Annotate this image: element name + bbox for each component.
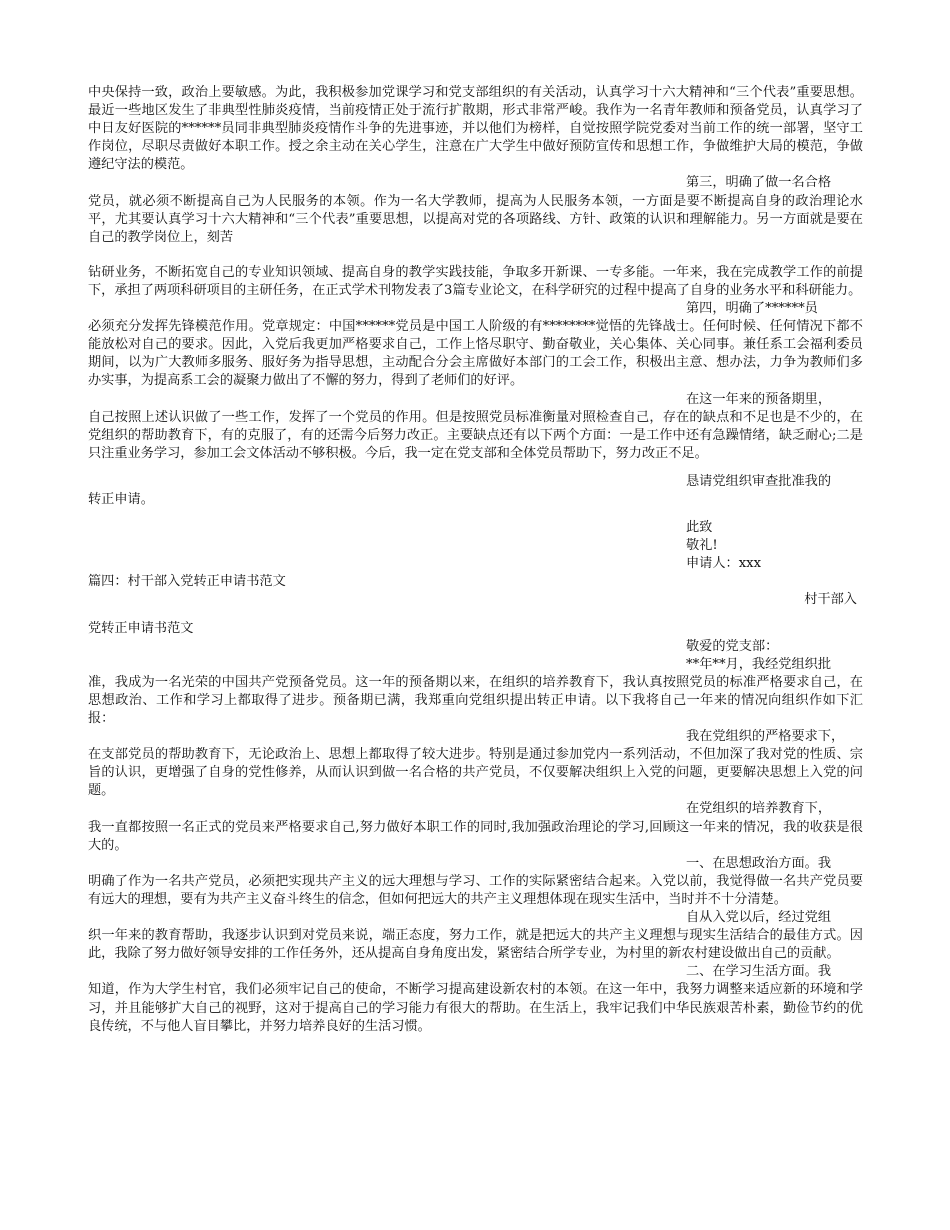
paragraph-request xyxy=(88,473,863,509)
paragraph-text: 准，我成为一名光荣的中国共产党预备党员。这一年的预备期以来，在组织的培养教育下，我认真按照党员的标准严格要求自己，在思想政治、工作和学习上都取得了进步。预备期已满，我郑重向党组织提出转正申请。以下我将自己一年来的情况向组织作如下汇报： xyxy=(88,674,863,726)
page-break-gap xyxy=(88,247,863,264)
paragraph-lead: 一、在思想政治方面。我 xyxy=(686,855,832,871)
section-title: 篇四：村干部入党转正申请书范文 xyxy=(88,574,286,590)
paragraph-lead: 在这一年来的预备期里， xyxy=(686,391,832,407)
paragraph-training-education xyxy=(88,800,863,854)
paragraph-lead: 我在党组织的严格要求下， xyxy=(686,729,845,745)
section-title-continued: 党转正申请书范文 xyxy=(88,620,194,636)
paragraph-text: 中央保持一致，政治上要敏感。为此，我积极参加党课学习和党支部组织的有关活动，认真学习十六大精神和“三个代表”重要思想。最近一些地区发生了非典型性肺炎疫情，当前疫情正处于流行扩散期，形式非常严峻。我作为一名青年教师和预备党员，认真学习了中日友好医院的******员同非典型肺炎疫情作斗争的先进事迹，并以他们为榜样，自觉按照学院党委对当前工作的统一部署，坚守工作岗位，尽职尽责做好本职工作。授之余主动在关心学生，注意在广大学生中做好预防宣传和思想工作，争做维护大局的模范，争做遵纪守法的模范。 xyxy=(88,85,863,173)
paragraph-research-work xyxy=(88,264,863,300)
paragraph-political-thought xyxy=(88,855,863,909)
paragraph-lead: 在党组织的培养教育下， xyxy=(686,801,832,817)
paragraph-shortcomings xyxy=(88,391,863,463)
paragraph-text: 必须充分发挥先锋模范作用。党章规定：中国******党员是中国工人阶级的有********觉悟的先锋战士。任何时候、任何情况下都不能放松对自己的要求。因此，入党后我更加严格要求自己，工作上恪尽职守、勤奋敬业，关心集体、关心同事。兼任系工会福利委员期间，以为广大教师多服务、服好务为指导思想，主动配合分会主席做好本部门的工会工作，积极出主意、想办法，力争为教师们多办实事，为提高系工会的凝聚力做出了不懈的努力，得到了老师们的好评。 xyxy=(88,319,863,389)
paragraph-lead: 恳请党组织审查批准我的 xyxy=(686,473,832,489)
paragraph-third-point xyxy=(88,174,863,246)
spacer xyxy=(88,463,863,473)
applicant-signature: 申请人：xxx xyxy=(686,556,762,572)
paragraph-text: 转正申请。 xyxy=(88,491,154,507)
document-page xyxy=(88,84,863,1036)
paragraph-text: 自己按照上述认识做了一些工作，发挥了一个党员的作用。但是按照党员标准衡量对照检查自己，存在的缺点和不足也是不少的，在党组织的帮助教育下，有的克服了，有的还需今后努力改正。主要缺点还有以下两个方面：一是工作中还有急躁情绪，缺乏耐心;二是只注重业务学习，参加工会文体活动不够积极。今后，我一定在党支部和全体党员帮助下，努力改正不足。 xyxy=(88,409,863,461)
paragraph-text: 在支部党员的帮助教育下，无论政治上、思想上都取得了较大进步。特别是通过参加党内一系列活动，不但加深了我对党的性质、宗旨的认识，更增强了自身的党性修养，从而认识到做一名合格的共产党员，不仅要解决组织上入党的问题，更要解决思想上入党的问题。 xyxy=(88,747,863,799)
paragraph-text: 党员，就必须不断提高自己为人民服务的本领。作为一名大学教师，提高为人民服务本领，一方面是要不断提高自身的政治理论水平，尤其要认真学习十六大精神和“三个代表”重要思想，以提高对党的各项路线、方针、政策的认识和理解能力。另一方面就是要在自己的教学岗位上，刻苦 xyxy=(88,193,863,245)
paragraph-lead: 自从入党以后，经过党组 xyxy=(686,910,832,926)
paragraph-text: 知道，作为大学生村官，我们必须牢记自己的使命，不断学习提高建设新农村的本领。在这一年中，我努力调整来适应新的环境和学习，并且能够扩大自己的视野，这对于提高自己的学习能力有很大的帮助。在生活上，我牢记我们中华民族艰苦朴素，勤俭节约的优良传统，不与他人盲目攀比，并努力培养良好的生活习惯。 xyxy=(88,982,863,1034)
salutation: 敬爱的党支部： xyxy=(686,638,779,654)
spacer xyxy=(88,610,863,620)
paragraph-study-life xyxy=(88,963,863,1035)
closing-salute: 此致 xyxy=(686,520,713,536)
paragraph-lead: 第四，明确了******员 xyxy=(686,301,818,317)
paragraph-fourth-point xyxy=(88,300,863,390)
spacer xyxy=(88,509,863,519)
paragraph-after-joining xyxy=(88,909,863,963)
closing-regards: 敬礼! xyxy=(686,538,718,554)
paragraph-political-alignment xyxy=(88,84,863,174)
paragraph-text: 明确了作为一名共产党员，必须把实现共产主义的远大理想与学习、工作的实际紧密结合起来。入党以前，我觉得做一名共产党员要有远大的理想，要有为共产主义奋斗终生的信念，但如何把远大的共产主义理想体现在现实生活中，当时并不十分清楚。 xyxy=(88,873,863,907)
paragraph-text: 钻研业务，不断拓宽自己的专业知识领域、提高自身的教学实践技能，争取多开新课、一专多能。一年来，我在完成教学工作的前提下，承担了两项科研项目的主研任务，在正式学术刊物发表了3篇专业论文，在科学研究的过程中提高了自身的业务水平和科研能力。 xyxy=(88,264,863,298)
section-title-right: 村干部入 xyxy=(804,592,857,608)
paragraph-lead: **年**月，我经党组织批 xyxy=(686,656,832,672)
paragraph-lead: 二、在学习生活方面。我 xyxy=(686,964,832,980)
paragraph-text: 织一年来的教育帮助，我逐步认识到对党员来说，端正态度，努力工作，就是把远大的共产主义理想与现实生活结合的最佳方式。因此，我除了努力做好领导安排的工作任务外，还从提高自身角度出发，紧密结合所学专业，为村里的新农村建设做出自己的贡献。 xyxy=(88,928,863,962)
paragraph-strict-requirements xyxy=(88,728,863,800)
paragraph-probation-start xyxy=(88,656,863,728)
paragraph-lead: 第三，明确了做一名合格 xyxy=(686,175,832,191)
paragraph-text: 我一直都按照一名正式的党员来严格要求自己,努力做好本职工作的同时,我加强政治理论的学习,回顾这一年来的情况，我的收获是很大的。 xyxy=(88,819,863,853)
